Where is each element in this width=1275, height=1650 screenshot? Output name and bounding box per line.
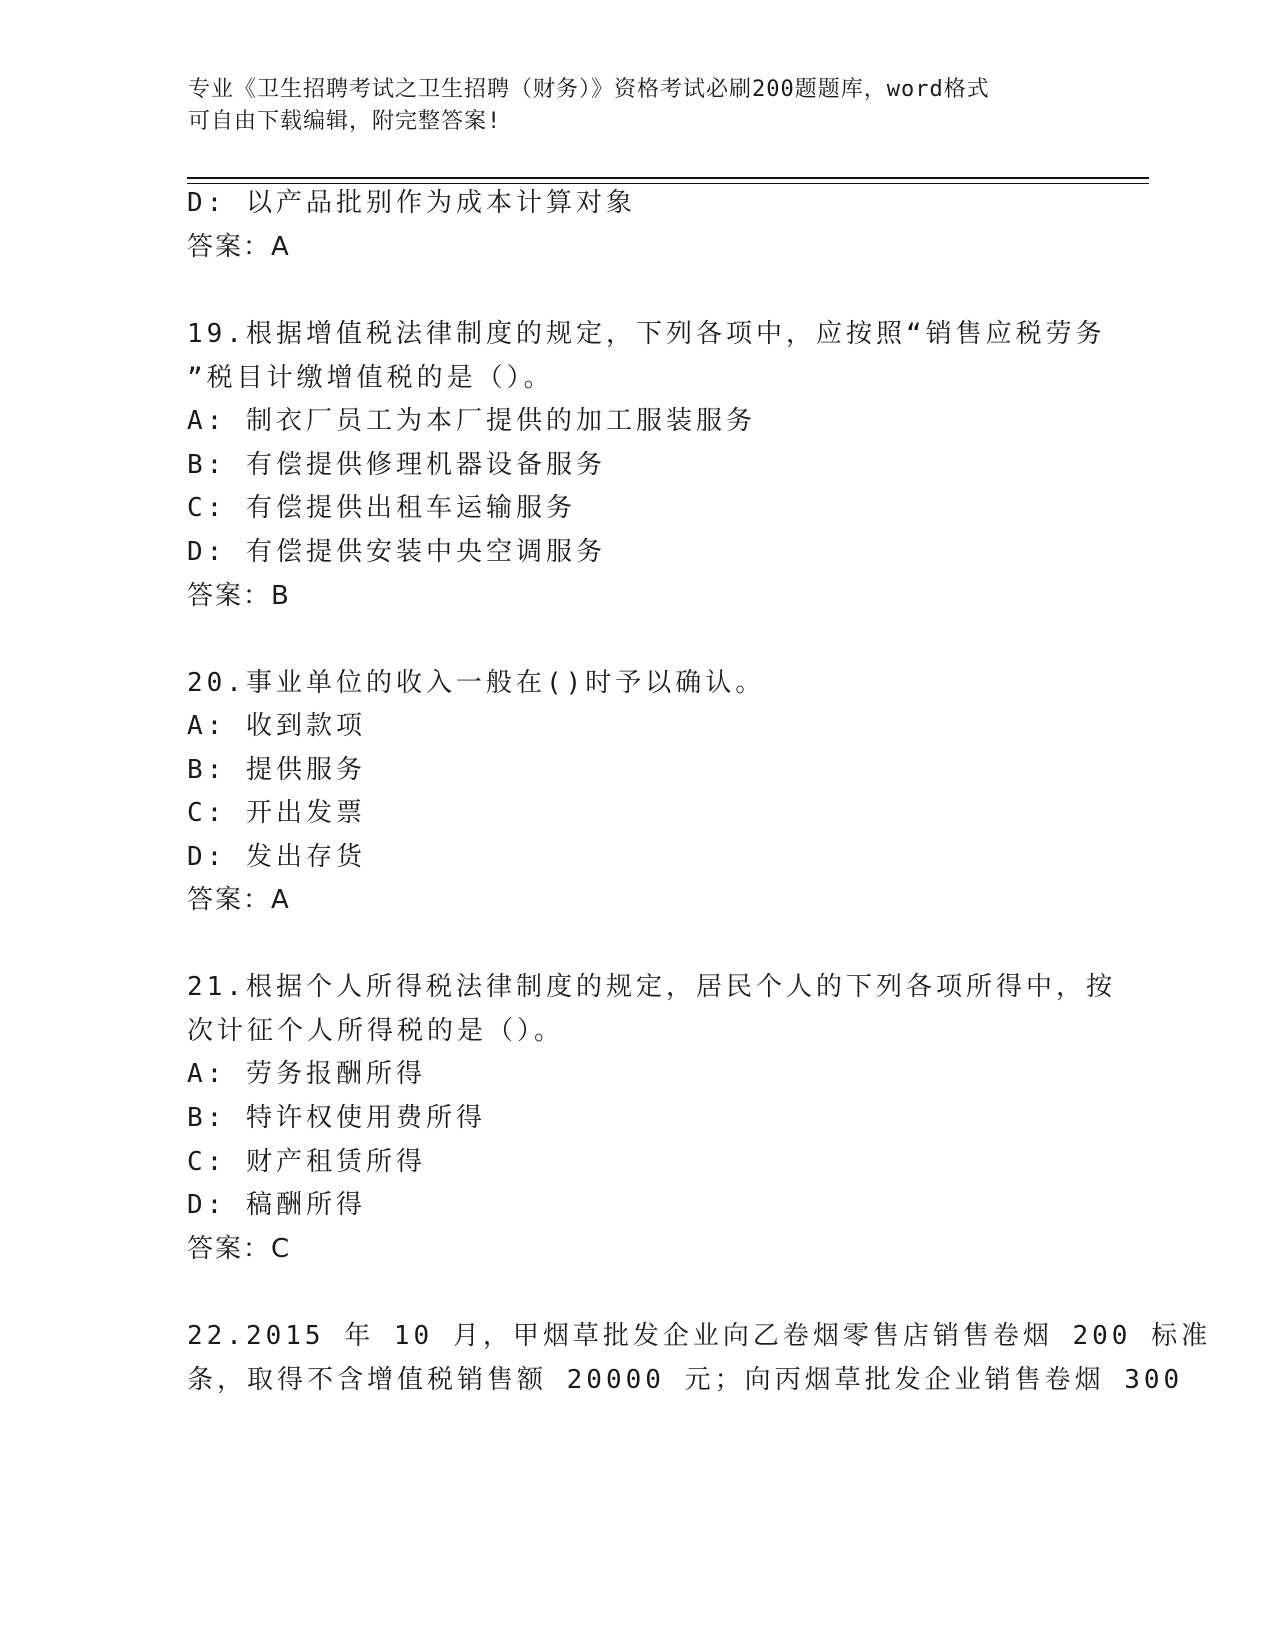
header-divider-thin [187, 183, 1149, 184]
q20-answer: 答案：A [187, 885, 291, 915]
header-title-line-1: 专业《卫生招聘考试之卫生招聘（财务）》资格考试必刷200题题库，word格式 [188, 77, 990, 102]
header-divider-thick [187, 177, 1149, 179]
q20-stem-line-1: 20.事业单位的收入一般在()时予以确认。 [187, 668, 766, 698]
q21-option-c: C: 财产租赁所得 [187, 1147, 426, 1177]
q20-option-c: C: 开出发票 [187, 798, 366, 828]
q19-option-d: D: 有偿提供安装中央空调服务 [187, 537, 606, 567]
q19-option-a: A: 制衣厂员工为本厂提供的加工服装服务 [187, 406, 756, 436]
q19-stem-line-2: ”税目计缴增值税的是（）。 [187, 363, 554, 393]
q21-option-b: B: 特许权使用费所得 [187, 1103, 486, 1133]
document-header [188, 74, 1088, 138]
q22-stem-line-2: 条，取得不含增值税销售额 20000 元；向丙烟草批发企业销售卷烟 300 [187, 1365, 1184, 1395]
q21-answer: 答案：C [187, 1234, 292, 1264]
q20-option-a: A: 收到款项 [187, 711, 366, 741]
q21-stem-line-2: 次计征个人所得税的是（）。 [187, 1016, 565, 1046]
q19-answer: 答案：B [187, 581, 291, 611]
q19-stem-line-1: 19.根据增值税法律制度的规定，下列各项中，应按照“销售应税劳务 [187, 319, 1106, 349]
q19-option-b: B: 有偿提供修理机器设备服务 [187, 450, 606, 480]
q22-stem-line-1: 22.2015 年 10 月，甲烟草批发企业向乙卷烟零售店销售卷烟 200 标准 [187, 1321, 1212, 1351]
header-title-line-2: 可自由下载编辑，附完整答案! [188, 109, 502, 134]
prev-question-option-d: D: 以产品批别作为成本计算对象 [187, 188, 636, 218]
prev-question-answer: 答案：A [187, 232, 291, 262]
q19-option-c: C: 有偿提供出租车运输服务 [187, 493, 576, 523]
q21-option-a: A: 劳务报酬所得 [187, 1059, 426, 1089]
q20-option-b: B: 提供服务 [187, 755, 366, 785]
q21-stem-line-1: 21.根据个人所得税法律制度的规定，居民个人的下列各项所得中，按 [187, 972, 1116, 1002]
q21-option-d: D: 稿酬所得 [187, 1190, 366, 1220]
q20-option-d: D: 发出存货 [187, 842, 366, 872]
